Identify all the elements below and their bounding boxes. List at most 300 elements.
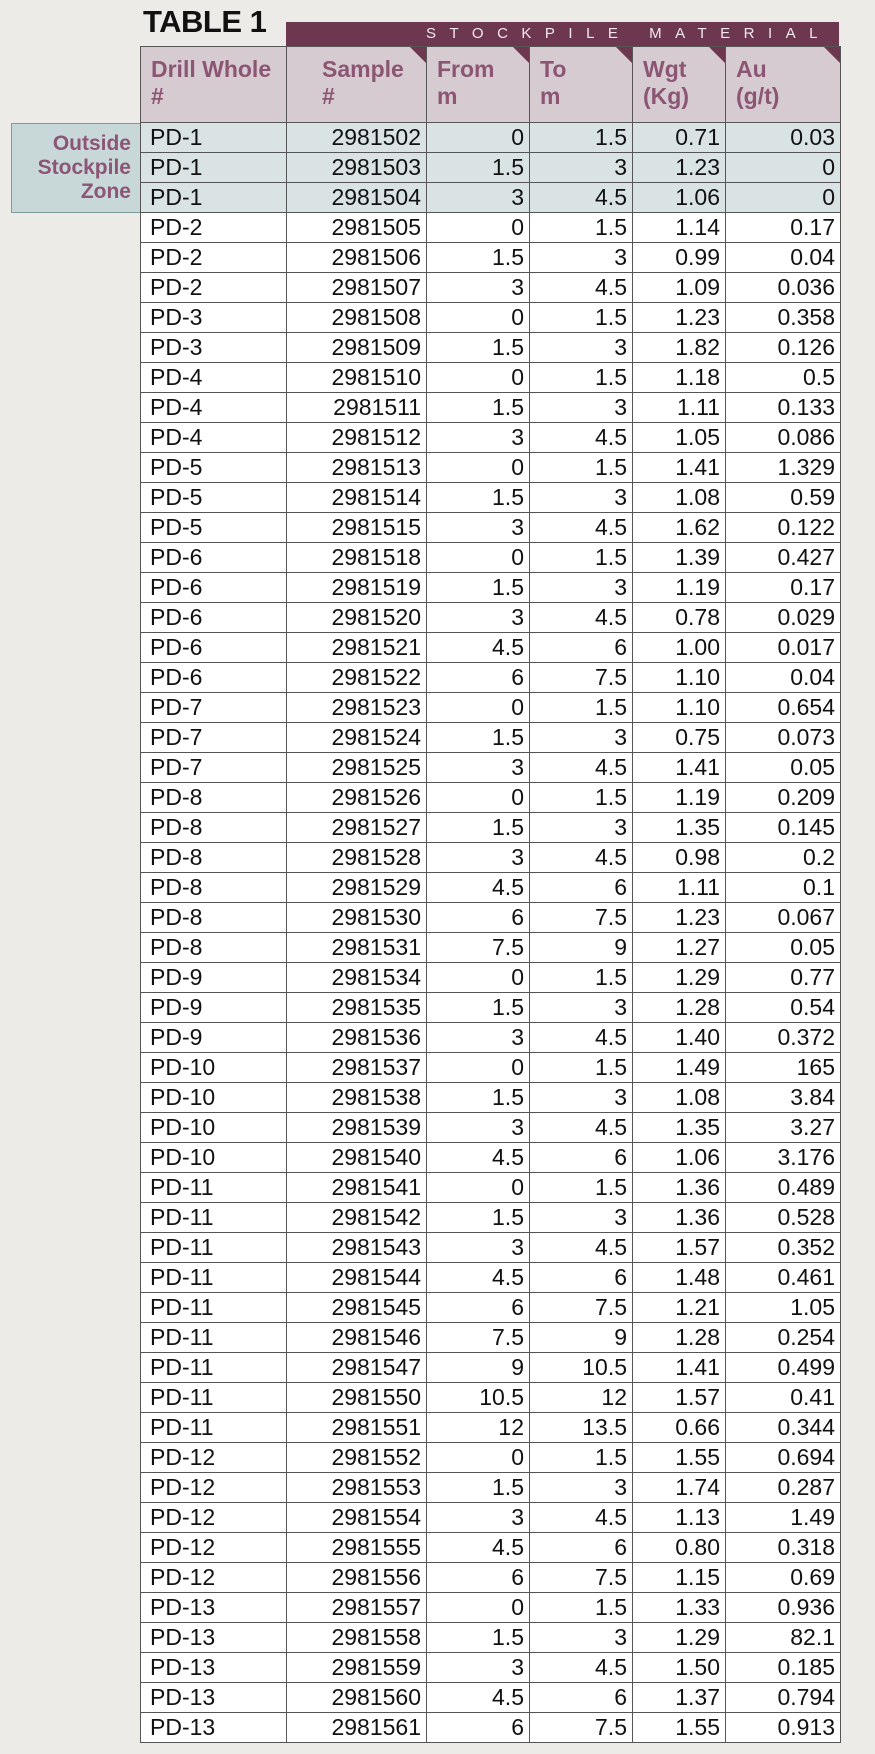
from-cell: 4.5	[427, 1533, 530, 1563]
to-cell: 4.5	[530, 183, 633, 213]
table-row	[141, 123, 841, 153]
from-cell: 3	[427, 603, 530, 633]
header-sample: Sample #	[287, 47, 427, 123]
au-cell: 0.17	[726, 213, 841, 243]
stockpile-material-banner: STOCKPILE MATERIAL	[286, 22, 839, 46]
from-cell: 1.5	[427, 333, 530, 363]
from-cell: 4.5	[427, 1263, 530, 1293]
table-row	[141, 843, 841, 873]
sample-cell: 2981543	[287, 1233, 427, 1263]
drill-whole-cell: PD-12	[141, 1533, 287, 1563]
au-cell: 0.77	[726, 963, 841, 993]
sample-cell: 2981561	[287, 1713, 427, 1743]
table-row	[141, 1653, 841, 1683]
table-row	[141, 993, 841, 1023]
from-cell: 3	[427, 1233, 530, 1263]
au-cell: 0.03	[726, 123, 841, 153]
sample-cell: 2981547	[287, 1353, 427, 1383]
from-cell: 0	[427, 123, 530, 153]
drill-whole-cell: PD-8	[141, 903, 287, 933]
to-cell: 1.5	[530, 1053, 633, 1083]
from-cell: 1.5	[427, 483, 530, 513]
table-row	[141, 1203, 841, 1233]
au-cell: 0.358	[726, 303, 841, 333]
wgt-cell: 0.98	[633, 843, 726, 873]
table-row	[141, 1323, 841, 1353]
to-cell: 9	[530, 1323, 633, 1353]
wgt-cell: 1.23	[633, 153, 726, 183]
table-row	[141, 783, 841, 813]
au-cell: 0.287	[726, 1473, 841, 1503]
to-cell: 6	[530, 633, 633, 663]
sample-cell: 2981504	[287, 183, 427, 213]
drill-whole-cell: PD-13	[141, 1653, 287, 1683]
wgt-cell: 1.41	[633, 1353, 726, 1383]
sample-cell: 2981551	[287, 1413, 427, 1443]
sample-cell: 2981523	[287, 693, 427, 723]
from-cell: 1.5	[427, 243, 530, 273]
from-cell: 6	[427, 663, 530, 693]
sample-cell: 2981527	[287, 813, 427, 843]
drill-whole-cell: PD-8	[141, 933, 287, 963]
drill-whole-cell: PD-4	[141, 423, 287, 453]
from-cell: 0	[427, 453, 530, 483]
wgt-cell: 1.28	[633, 993, 726, 1023]
to-cell: 3	[530, 393, 633, 423]
from-cell: 1.5	[427, 393, 530, 423]
table-row	[141, 1143, 841, 1173]
au-cell: 0.654	[726, 693, 841, 723]
to-cell: 13.5	[530, 1413, 633, 1443]
wgt-cell: 0.99	[633, 243, 726, 273]
sample-cell: 2981512	[287, 423, 427, 453]
drill-whole-cell: PD-6	[141, 633, 287, 663]
from-cell: 0	[427, 783, 530, 813]
wgt-cell: 1.55	[633, 1713, 726, 1743]
wgt-cell: 1.57	[633, 1233, 726, 1263]
wgt-cell: 1.50	[633, 1653, 726, 1683]
to-cell: 4.5	[530, 513, 633, 543]
to-cell: 12	[530, 1383, 633, 1413]
to-cell: 4.5	[530, 1653, 633, 1683]
table-row	[141, 183, 841, 213]
to-cell: 3	[530, 333, 633, 363]
drill-whole-cell: PD-1	[141, 123, 287, 153]
from-cell: 3	[427, 1653, 530, 1683]
au-cell: 0.794	[726, 1683, 841, 1713]
drill-whole-cell: PD-12	[141, 1503, 287, 1533]
sample-cell: 2981537	[287, 1053, 427, 1083]
wgt-cell: 1.05	[633, 423, 726, 453]
wgt-cell: 1.35	[633, 813, 726, 843]
drill-whole-cell: PD-5	[141, 513, 287, 543]
from-cell: 6	[427, 903, 530, 933]
table-row	[141, 1173, 841, 1203]
from-cell: 0	[427, 543, 530, 573]
sample-cell: 2981510	[287, 363, 427, 393]
wgt-cell: 1.28	[633, 1323, 726, 1353]
drill-whole-cell: PD-7	[141, 693, 287, 723]
table-row	[141, 633, 841, 663]
wgt-cell: 1.74	[633, 1473, 726, 1503]
outside-stockpile-zone-callout	[11, 123, 142, 213]
wgt-cell: 1.41	[633, 453, 726, 483]
wgt-cell: 1.35	[633, 1113, 726, 1143]
au-cell: 0.461	[726, 1263, 841, 1293]
to-cell: 7.5	[530, 903, 633, 933]
au-cell: 0.04	[726, 663, 841, 693]
table-row	[141, 903, 841, 933]
drill-whole-cell: PD-12	[141, 1563, 287, 1593]
wgt-cell: 1.15	[633, 1563, 726, 1593]
drill-whole-cell: PD-6	[141, 603, 287, 633]
drill-whole-cell: PD-2	[141, 273, 287, 303]
to-cell: 6	[530, 1263, 633, 1293]
to-cell: 1.5	[530, 1173, 633, 1203]
drill-whole-cell: PD-6	[141, 543, 287, 573]
table-body	[141, 123, 841, 1743]
table-row	[141, 1533, 841, 1563]
wgt-cell: 1.10	[633, 693, 726, 723]
wgt-cell: 0.78	[633, 603, 726, 633]
table-row	[141, 813, 841, 843]
drill-whole-cell: PD-10	[141, 1053, 287, 1083]
sample-cell: 2981513	[287, 453, 427, 483]
to-cell: 1.5	[530, 1443, 633, 1473]
au-cell: 165	[726, 1053, 841, 1083]
table-row	[141, 243, 841, 273]
wgt-cell: 1.41	[633, 753, 726, 783]
wgt-cell: 1.18	[633, 363, 726, 393]
table-row	[141, 153, 841, 183]
table-row	[141, 1083, 841, 1113]
au-cell: 0.145	[726, 813, 841, 843]
wgt-cell: 1.23	[633, 303, 726, 333]
sample-cell: 2981557	[287, 1593, 427, 1623]
from-cell: 6	[427, 1293, 530, 1323]
wgt-cell: 1.00	[633, 633, 726, 663]
zone-label-line: Stockpile	[37, 156, 131, 179]
drill-whole-cell: PD-10	[141, 1113, 287, 1143]
wgt-cell: 1.11	[633, 873, 726, 903]
au-cell: 3.27	[726, 1113, 841, 1143]
header-row	[141, 47, 841, 123]
to-cell: 1.5	[530, 453, 633, 483]
to-cell: 4.5	[530, 423, 633, 453]
from-cell: 1.5	[427, 1083, 530, 1113]
wgt-cell: 1.06	[633, 183, 726, 213]
table-row	[141, 303, 841, 333]
to-cell: 1.5	[530, 963, 633, 993]
au-cell: 0	[726, 153, 841, 183]
to-cell: 4.5	[530, 1023, 633, 1053]
sample-cell: 2981507	[287, 273, 427, 303]
to-cell: 6	[530, 873, 633, 903]
au-cell: 0.029	[726, 603, 841, 633]
sample-cell: 2981521	[287, 633, 427, 663]
au-cell: 0.694	[726, 1443, 841, 1473]
table-row	[141, 693, 841, 723]
from-cell: 3	[427, 1113, 530, 1143]
sample-cell: 2981526	[287, 783, 427, 813]
from-cell: 0	[427, 1173, 530, 1203]
sample-cell: 2981556	[287, 1563, 427, 1593]
from-cell: 6	[427, 1713, 530, 1743]
wgt-cell: 1.09	[633, 273, 726, 303]
from-cell: 0	[427, 1443, 530, 1473]
au-cell: 3.84	[726, 1083, 841, 1113]
drill-whole-cell: PD-11	[141, 1323, 287, 1353]
drill-whole-cell: PD-11	[141, 1173, 287, 1203]
from-cell: 3	[427, 513, 530, 543]
au-cell: 0.086	[726, 423, 841, 453]
table-row	[141, 1473, 841, 1503]
to-cell: 3	[530, 1473, 633, 1503]
to-cell: 7.5	[530, 663, 633, 693]
table-row	[141, 363, 841, 393]
wgt-cell: 1.62	[633, 513, 726, 543]
to-cell: 3	[530, 1203, 633, 1233]
table-row	[141, 753, 841, 783]
to-cell: 7.5	[530, 1563, 633, 1593]
wgt-cell: 1.19	[633, 573, 726, 603]
au-cell: 0.59	[726, 483, 841, 513]
header-to: To m	[530, 47, 633, 123]
wgt-cell: 1.37	[633, 1683, 726, 1713]
table-row	[141, 1443, 841, 1473]
au-cell: 0.017	[726, 633, 841, 663]
to-cell: 4.5	[530, 603, 633, 633]
sample-cell: 2981544	[287, 1263, 427, 1293]
au-cell: 0	[726, 183, 841, 213]
from-cell: 3	[427, 843, 530, 873]
au-cell: 0.17	[726, 573, 841, 603]
sample-cell: 2981509	[287, 333, 427, 363]
wgt-cell: 1.36	[633, 1203, 726, 1233]
wgt-cell: 1.82	[633, 333, 726, 363]
wgt-cell: 1.29	[633, 1623, 726, 1653]
sample-cell: 2981530	[287, 903, 427, 933]
drill-whole-cell: PD-1	[141, 183, 287, 213]
sample-cell: 2981503	[287, 153, 427, 183]
to-cell: 4.5	[530, 1113, 633, 1143]
from-cell: 4.5	[427, 1143, 530, 1173]
au-cell: 0.209	[726, 783, 841, 813]
au-cell: 0.1	[726, 873, 841, 903]
sample-cell: 2981511	[287, 393, 427, 423]
wgt-cell: 0.75	[633, 723, 726, 753]
au-cell: 82.1	[726, 1623, 841, 1653]
to-cell: 4.5	[530, 753, 633, 783]
wgt-cell: 1.49	[633, 1053, 726, 1083]
table-row	[141, 933, 841, 963]
to-cell: 3	[530, 813, 633, 843]
au-cell: 1.329	[726, 453, 841, 483]
drill-whole-cell: PD-11	[141, 1293, 287, 1323]
from-cell: 0	[427, 1053, 530, 1083]
drill-whole-cell: PD-9	[141, 993, 287, 1023]
header-wgt: Wgt (Kg)	[633, 47, 726, 123]
drill-whole-cell: PD-11	[141, 1413, 287, 1443]
table-row	[141, 1383, 841, 1413]
to-cell: 4.5	[530, 1503, 633, 1533]
drill-whole-cell: PD-3	[141, 303, 287, 333]
drill-whole-cell: PD-7	[141, 723, 287, 753]
au-cell: 0.185	[726, 1653, 841, 1683]
sample-cell: 2981552	[287, 1443, 427, 1473]
zone-label	[38, 132, 131, 204]
to-cell: 9	[530, 933, 633, 963]
wgt-cell: 1.08	[633, 483, 726, 513]
sample-cell: 2981554	[287, 1503, 427, 1533]
from-cell: 4.5	[427, 1683, 530, 1713]
from-cell: 9	[427, 1353, 530, 1383]
au-cell: 0.41	[726, 1383, 841, 1413]
au-cell: 0.073	[726, 723, 841, 753]
drill-whole-cell: PD-10	[141, 1143, 287, 1173]
from-cell: 0	[427, 693, 530, 723]
drill-whole-cell: PD-12	[141, 1473, 287, 1503]
from-cell: 3	[427, 423, 530, 453]
au-cell: 0.067	[726, 903, 841, 933]
from-cell: 12	[427, 1413, 530, 1443]
sample-cell: 2981529	[287, 873, 427, 903]
wgt-cell: 1.39	[633, 543, 726, 573]
sample-cell: 2981531	[287, 933, 427, 963]
wgt-cell: 1.48	[633, 1263, 726, 1293]
sample-cell: 2981515	[287, 513, 427, 543]
drill-whole-cell: PD-11	[141, 1353, 287, 1383]
to-cell: 1.5	[530, 363, 633, 393]
au-cell: 1.49	[726, 1503, 841, 1533]
drill-whole-cell: PD-8	[141, 783, 287, 813]
wgt-cell: 1.29	[633, 963, 726, 993]
sample-cell: 2981505	[287, 213, 427, 243]
from-cell: 3	[427, 1023, 530, 1053]
sample-cell: 2981514	[287, 483, 427, 513]
drill-whole-cell: PD-11	[141, 1203, 287, 1233]
to-cell: 1.5	[530, 213, 633, 243]
drill-whole-cell: PD-11	[141, 1233, 287, 1263]
to-cell: 4.5	[530, 1233, 633, 1263]
table-row	[141, 1263, 841, 1293]
table-row	[141, 963, 841, 993]
drill-whole-cell: PD-12	[141, 1443, 287, 1473]
from-cell: 6	[427, 1563, 530, 1593]
au-cell: 0.427	[726, 543, 841, 573]
table-row	[141, 723, 841, 753]
drill-whole-cell: PD-8	[141, 813, 287, 843]
table-row	[141, 1623, 841, 1653]
sample-cell: 2981525	[287, 753, 427, 783]
wgt-cell: 1.40	[633, 1023, 726, 1053]
au-cell: 0.344	[726, 1413, 841, 1443]
from-cell: 0	[427, 963, 530, 993]
sample-cell: 2981528	[287, 843, 427, 873]
from-cell: 1.5	[427, 1203, 530, 1233]
to-cell: 1.5	[530, 1593, 633, 1623]
wgt-cell: 0.71	[633, 123, 726, 153]
sample-cell: 2981553	[287, 1473, 427, 1503]
from-cell: 3	[427, 753, 530, 783]
header-from: From m	[427, 47, 530, 123]
from-cell: 1.5	[427, 153, 530, 183]
from-cell: 3	[427, 1503, 530, 1533]
sample-cell: 2981559	[287, 1653, 427, 1683]
to-cell: 1.5	[530, 693, 633, 723]
sample-cell: 2981555	[287, 1533, 427, 1563]
table-row	[141, 333, 841, 363]
to-cell: 6	[530, 1683, 633, 1713]
from-cell: 3	[427, 183, 530, 213]
table-row	[141, 1683, 841, 1713]
from-cell: 0	[427, 363, 530, 393]
to-cell: 7.5	[530, 1713, 633, 1743]
sample-cell: 2981541	[287, 1173, 427, 1203]
drill-whole-cell: PD-13	[141, 1713, 287, 1743]
table-row	[141, 1413, 841, 1443]
drill-whole-cell: PD-6	[141, 573, 287, 603]
table-row	[141, 603, 841, 633]
sample-cell: 2981506	[287, 243, 427, 273]
au-cell: 0.05	[726, 753, 841, 783]
drill-whole-cell: PD-10	[141, 1083, 287, 1113]
table-row	[141, 1113, 841, 1143]
drill-whole-cell: PD-4	[141, 363, 287, 393]
header-au: Au (g/t)	[726, 47, 841, 123]
table-row	[141, 1593, 841, 1623]
zone-label-line: Outside	[52, 132, 131, 155]
au-cell: 0.528	[726, 1203, 841, 1233]
to-cell: 3	[530, 993, 633, 1023]
from-cell: 10.5	[427, 1383, 530, 1413]
wgt-cell: 1.06	[633, 1143, 726, 1173]
wgt-cell: 1.36	[633, 1173, 726, 1203]
drill-whole-cell: PD-5	[141, 483, 287, 513]
au-cell: 1.05	[726, 1293, 841, 1323]
table-row	[141, 1353, 841, 1383]
drill-whole-cell: PD-5	[141, 453, 287, 483]
sample-cell: 2981519	[287, 573, 427, 603]
drill-whole-cell: PD-8	[141, 873, 287, 903]
drill-whole-cell: PD-13	[141, 1683, 287, 1713]
table-row	[141, 873, 841, 903]
sample-cell: 2981545	[287, 1293, 427, 1323]
sample-cell: 2981540	[287, 1143, 427, 1173]
from-cell: 4.5	[427, 633, 530, 663]
header-drill-whole: Drill Whole #	[141, 47, 287, 123]
wgt-cell: 1.11	[633, 393, 726, 423]
zone-label-line: Zone	[80, 180, 131, 203]
from-cell: 0	[427, 213, 530, 243]
to-cell: 4.5	[530, 843, 633, 873]
to-cell: 4.5	[530, 273, 633, 303]
drill-whole-cell: PD-9	[141, 963, 287, 993]
table-row	[141, 213, 841, 243]
drill-whole-cell: PD-3	[141, 333, 287, 363]
drill-whole-cell: PD-8	[141, 843, 287, 873]
table-row	[141, 483, 841, 513]
sample-cell: 2981542	[287, 1203, 427, 1233]
sample-cell: 2981518	[287, 543, 427, 573]
to-cell: 1.5	[530, 303, 633, 333]
au-cell: 3.176	[726, 1143, 841, 1173]
drill-whole-cell: PD-1	[141, 153, 287, 183]
drill-whole-cell: PD-4	[141, 393, 287, 423]
sample-cell: 2981560	[287, 1683, 427, 1713]
table-row	[141, 1503, 841, 1533]
from-cell: 1.5	[427, 723, 530, 753]
